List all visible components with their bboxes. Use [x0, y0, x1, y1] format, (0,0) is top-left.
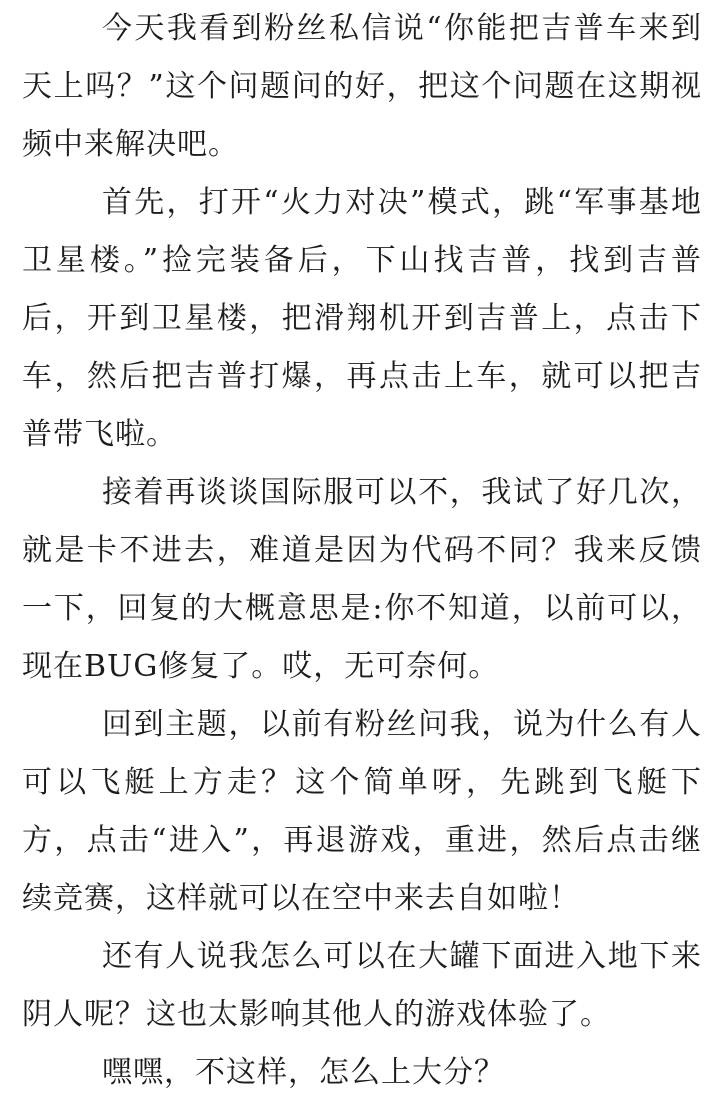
paragraph-5: 还有人说我怎么可以在大罐下面进入地下来阴人呢？这也太影响其他人的游戏体验了。 [22, 939, 702, 1032]
paragraph-6: 嘿嘿，不这样，怎么上大分？ [102, 1055, 505, 1090]
paragraph-1: 今天我看到粉丝私信说“你能把吉普车来到天上吗？”这个问题问的好，把这个问题在这期视频中来解决吧。 [22, 11, 702, 162]
paragraph-4: 回到主题，以前有粉丝问我，说为什么有人可以飞艇上方走？这个简单呀，先跳到飞艇下方，点击“进入”，再退游戏，重进，然后点击继续竞赛，这样就可以在空中来去自如啦！ [22, 707, 702, 916]
paragraph-2: 首先，打开“火力对决”模式，跳“军事基地卫星楼。”捡完装备后，下山找吉普，找到吉普后，开到卫星楼，把滑翔机开到吉普上，点击下车，然后把吉普打爆，再点击上车，就可以把吉普带飞啦。 [22, 185, 702, 452]
paragraph-3: 接着再谈谈国际服可以不，我试了好几次，就是卡不进去，难道是因为代码不同？我来反馈一下，回复的大概意思是:你不知道，以前可以，现在BUG修复了。哎，无可奈何。 [22, 475, 702, 684]
article-body [22, 0, 702, 1102]
